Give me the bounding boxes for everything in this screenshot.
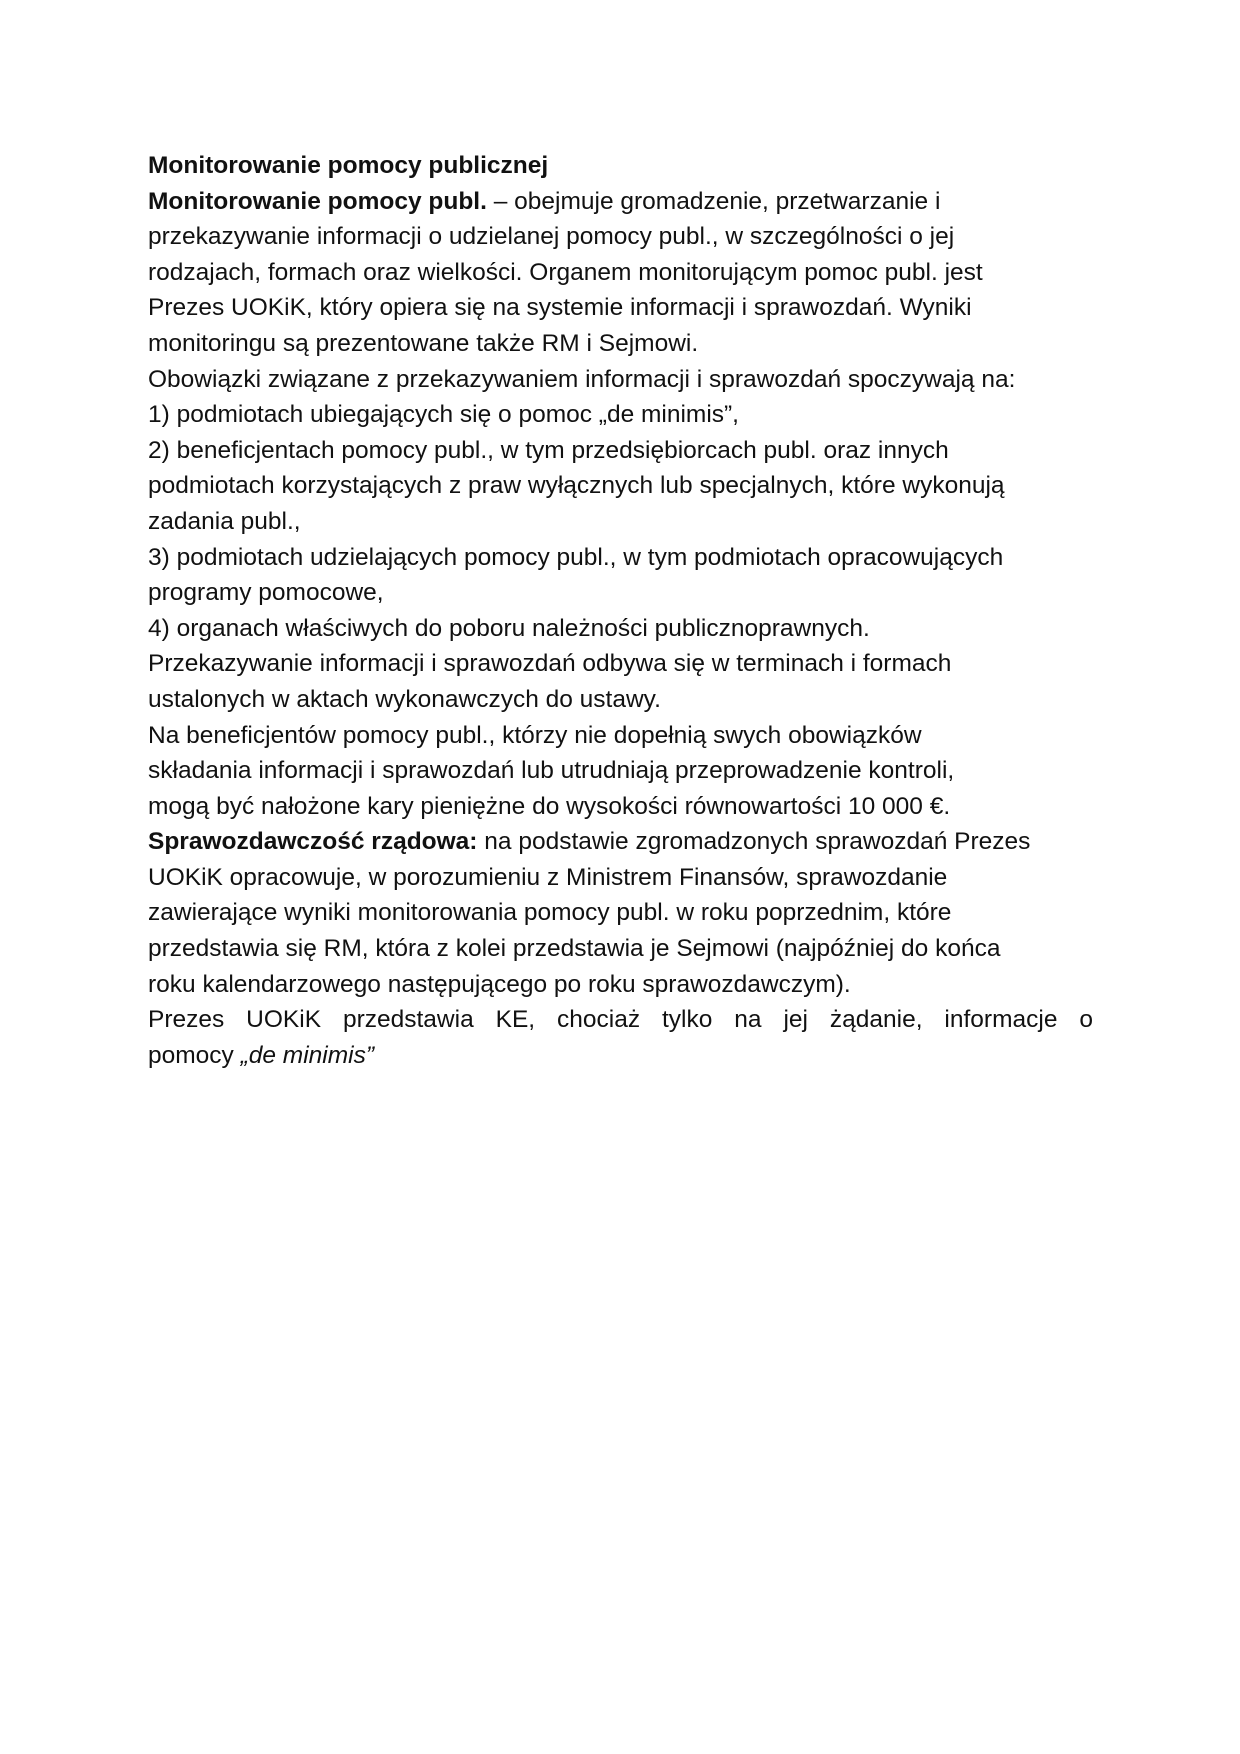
monitoring-definition-start: – obejmuje gromadzenie, przetwarzanie i [486,187,941,215]
paragraph-monitoring-line-3: rodzajach, formach oraz wielkości. Organem monitorującym pomoc publ. jest [148,258,983,286]
paragraph-reporting-line-4: przedstawia się RM, która z kolei przedstawia je Sejmowi (najpóźniej do końca [148,935,1001,963]
paragraph-penalties-line-2: składania informacji i sprawozdań lub utrudniają przeprowadzenie kontroli, [148,757,955,785]
paragraph-reporting-line-2: UOKiK opracowuje, w porozumieniu z Ministrem Finansów, sprawozdanie [148,863,948,891]
term-government-reporting: Sprawozdawczość rządowa: [148,828,478,856]
paragraph-monitoring-line-1 [148,184,1093,220]
obligations-item-4: 4) organach właściwych do poboru należności publicznoprawnych. [148,614,870,642]
paragraph-monitoring-line-2: przekazywanie informacji o udzielanej pomocy publ., w szczególności o jej [148,223,955,251]
obligations-item-3-line-1: 3) podmiotach udzielających pomocy publ., w tym podmiotach opracowujących [148,543,1004,571]
obligations-item-3-line-2: programy pomocowe, [148,579,384,607]
de-minimis-term: „de minimis” [240,1041,374,1069]
paragraph-commission-line-2 [148,1038,1093,1074]
paragraph-penalties-line-3: mogą być nałożone kary pieniężne do wysokości równowartości 10 000 €. [148,792,951,820]
paragraph-commission-line-1: Prezes UOKiK przedstawia KE, chociaż tylko na jej żądanie, informacje o [148,1006,1093,1034]
paragraph-transfer-line-2: ustalonych w aktach wykonawczych do ustawy. [148,685,661,713]
obligations-item-1: 1) podmiotach ubiegających się o pomoc „de minimis”, [148,401,739,429]
obligations-item-2-line-1: 2) beneficjentach pomocy publ., w tym przedsiębiorcach publ. oraz innych [148,436,949,464]
document-title: Monitorowanie pomocy publicznej [148,152,549,179]
paragraph-monitoring-line-5: monitoringu są prezentowane także RM i Sejmowi. [148,329,699,357]
paragraph-penalties-line-1: Na beneficjentów pomocy publ., którzy nie dopełnią swych obowiązków [148,721,922,749]
commission-line-2-prefix: pomocy [148,1041,241,1069]
paragraph-monitoring-line-4: Prezes UOKiK, który opiera się na systemie informacji i sprawozdań. Wyniki [148,294,972,322]
paragraph-reporting-line-1 [148,824,1093,860]
paragraph-obligations-line-1: Obowiązki związane z przekazywaniem informacji i sprawozdań spoczywają na: [148,365,1016,393]
paragraph-reporting-line-3: zawierające wyniki monitorowania pomocy publ. w roku poprzednim, które [148,899,952,927]
paragraph-transfer-line-1: Przekazywanie informacji i sprawozdań odbywa się w terminach i formach [148,650,952,678]
obligations-item-2-line-2: podmiotach korzystających z praw wyłącznych lub specjalnych, które wykonują [148,472,1005,500]
reporting-definition-start: na podstawie zgromadzonych sprawozdań Prezes [477,828,1031,856]
obligations-item-2-line-3: zadania publ., [148,507,301,535]
document-body [148,148,1093,1073]
paragraph-reporting-line-5: roku kalendarzowego następującego po roku sprawozdawczym). [148,970,851,998]
term-monitoring: Monitorowanie pomocy publ. [148,187,487,215]
